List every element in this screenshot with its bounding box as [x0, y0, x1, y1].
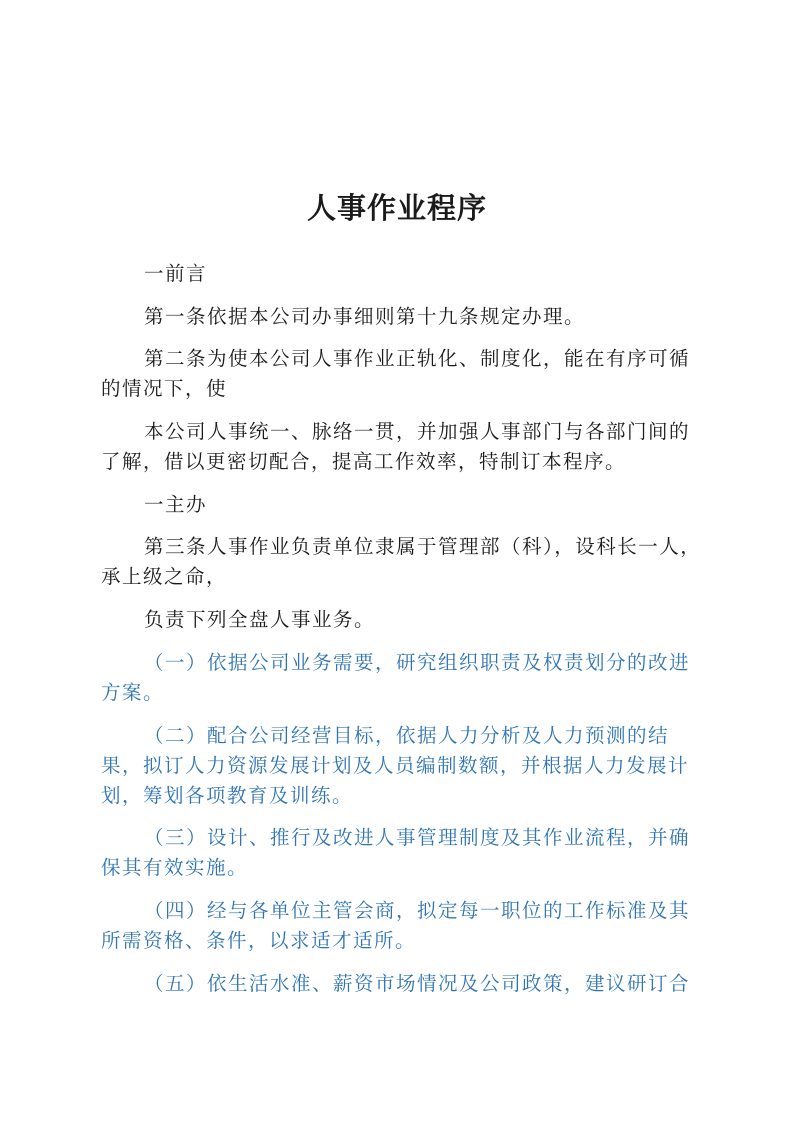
duty-item-4: （四）经与各单位主管会商，拟定每一职位的工作标准及其所需资格、条件，以求适才适所。	[101, 898, 691, 952]
duty-item-3: （三）设计、推行及改进人事管理制度及其作业流程，并确保其有效实施。	[101, 826, 691, 880]
section-heading-preface: 一前言	[144, 262, 208, 285]
article-2-paragraph: 第二条为使本公司人事作业正轨化、制度化，能在有序可循的情况下，使	[101, 347, 691, 401]
article-1-paragraph: 第一条依据本公司办事细则第十九条规定办理。	[144, 304, 586, 328]
section-heading-organizer: 一主办	[144, 492, 208, 516]
document-body	[101, 259, 705, 1011]
duty-item-2: （二）配合公司经营目标，依据人力分析及人力预测的结果，拟订人力资源发展计划及人员编制数额，并根据人力发展计划，筹划各项教育及训练。	[101, 723, 690, 807]
duty-item-5: （五）依生活水准、薪资市场情况及公司政策，建议研订合	[144, 971, 691, 995]
article-3-paragraph: 第三条人事作业负责单位隶属于管理部（科），设科长一人，承上级之命，	[101, 535, 702, 589]
article-3-continuation: 负责下列全盘人事业务。	[144, 608, 376, 632]
article-2-continuation: 本公司人事统一、脉络一贯，并加强人事部门与各部门间的了解，借以更密切配合，提高工作效率，特制订本程序。	[101, 420, 691, 474]
document-title: 人事作业程序	[306, 191, 487, 225]
duty-item-1: （一）依据公司业务需要，研究组织职责及权责划分的改进方案。	[101, 650, 691, 704]
